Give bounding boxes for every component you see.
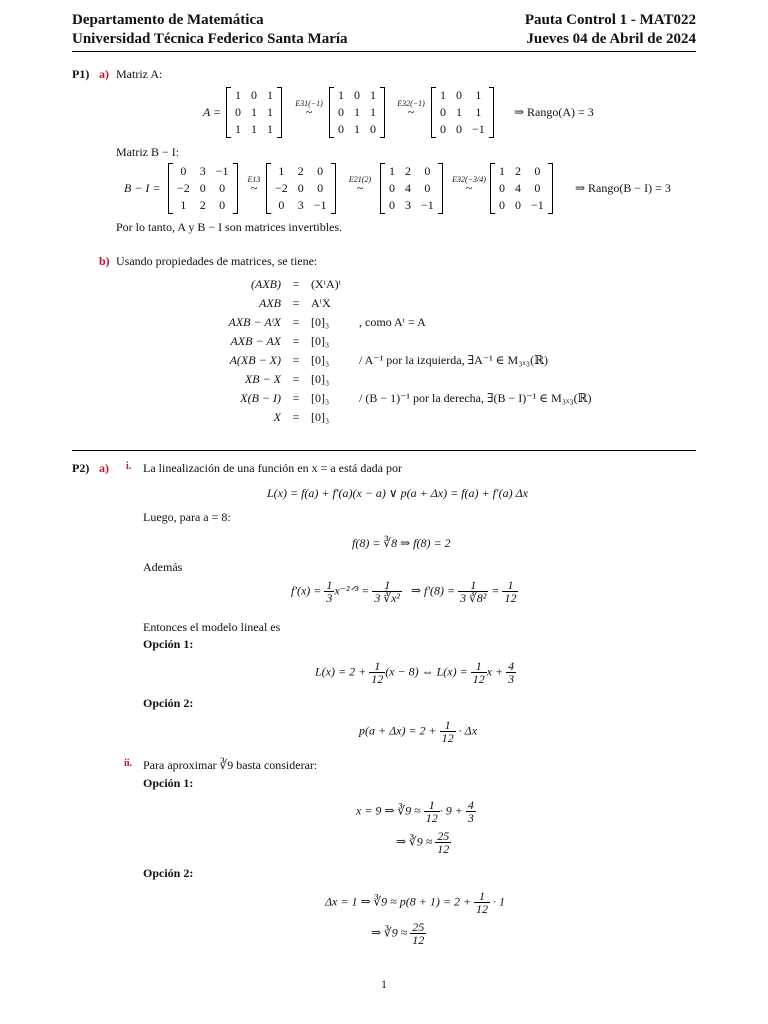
page-number: 1 <box>381 977 387 991</box>
equals-sign: = <box>292 277 300 292</box>
derivation-note: / A⁻¹ por la izquierda, ∃A⁻¹ ∈ M₃ₓ₃(ℝ) <box>359 353 549 368</box>
option1b-label: Opción 1: <box>143 776 194 790</box>
equals-sign: = <box>292 315 300 330</box>
header-dept: Departamento de Matemática <box>72 12 264 28</box>
matrix-cell: 0 <box>278 198 285 213</box>
section-rule <box>72 450 696 451</box>
header-title: Pauta Control 1 - MAT022 <box>524 12 696 28</box>
option2-label: Opción 2: <box>143 696 194 710</box>
derivation-lhs: X <box>273 410 281 425</box>
matrix-cell: 0 <box>297 181 304 196</box>
matrix-cell: 2 <box>199 198 206 213</box>
matrix-cell: −2 <box>177 181 190 196</box>
derivation-line <box>195 370 592 389</box>
equals-sign: = <box>292 296 300 311</box>
matrix-cell: 0 <box>338 122 344 137</box>
equals-sign: = <box>292 372 300 387</box>
derivation-rhs: [0]₃ <box>311 315 330 330</box>
model1-eq: L(x) = 2 + $\frac{1}{12}$ (x − 8) ⇔ L(x) = $\frac{1}{12}$ x + $\frac{4}{3}$ <box>315 659 515 686</box>
matrix-cell: 2 <box>515 164 521 179</box>
matrix-cell: 1 <box>354 122 360 137</box>
matrix-cell: 1 <box>389 164 395 179</box>
derivation-lhs: X(B − I) <box>240 391 281 406</box>
derivation-rhs: [0]₃ <box>311 334 330 349</box>
model2-eq: p(a + Δx) = 2 + $\frac{1}{12}$ · Δx <box>359 718 478 745</box>
derivative-eq: f′(x) = $\frac{1}{3}$ x⁻²ᐟ³ = $\frac{1}{\text{3 ∛x²}}$ ⇒ f′(8) = $\frac{1}{\text{3 ∛8²}}$ = $\frac{1}{12}$ <box>291 578 517 605</box>
matrix-cell: 4 <box>405 181 411 196</box>
B-text: Matriz B − I: <box>116 145 180 159</box>
derivation-note <box>359 294 592 313</box>
matrix-cell: 1 <box>251 105 257 120</box>
matrix-cell: 0 <box>389 198 395 213</box>
option1-label: Opción 1: <box>143 637 194 651</box>
derivation-note <box>359 370 592 389</box>
derivation-note <box>359 332 592 351</box>
matrix-cell: 0 <box>515 198 521 213</box>
approx1-result: ⇒ ∛9 ≈ $\frac{25}{12}$ <box>396 829 450 856</box>
matrix-cell: 0 <box>534 164 541 179</box>
matrix-cell: 0 <box>219 198 226 213</box>
matrix-cell: 0 <box>456 122 462 137</box>
matrix-B-1 <box>266 163 336 214</box>
derivation-line <box>195 351 592 370</box>
p1-b-label: b) <box>99 254 110 268</box>
p1-a-label: a) <box>99 67 109 81</box>
approx2-eq: Δx = 1 ⇒ ∛9 ≈ p(8 + 1) = 2 + $\frac{1}{12}$ · 1 <box>325 889 506 916</box>
matrix-cell: 1 <box>235 122 241 137</box>
matrix-B-0 <box>168 163 238 214</box>
ademas-text: Además <box>143 560 183 574</box>
matrix-cell: −1 <box>472 122 485 137</box>
derivation-rhs: [0]₃ <box>311 372 330 387</box>
row-op-B-1: E21(2) ~ <box>348 175 372 195</box>
derivation-lhs: AXB − AX <box>230 334 281 349</box>
approx1-eq: x = 9 ⇒ ∛9 ≈ $\frac{1}{12}$ · 9 + $\frac{4}{3}$ <box>356 798 474 825</box>
matrix-cell: 2 <box>297 164 304 179</box>
matrix-B-3 <box>490 163 553 214</box>
derivation-lhs: A(XB − X) <box>229 353 281 368</box>
matrix-cell: 0 <box>389 181 395 196</box>
equals-sign: = <box>292 391 300 406</box>
matrix-cell: −1 <box>313 198 327 213</box>
derivation-lhs: AXB <box>259 296 281 311</box>
matrix-cell: 3 <box>297 198 304 213</box>
derivation-lhs: XB − X <box>244 372 281 387</box>
derivation-line <box>195 313 592 332</box>
A-rank-result: ⇒ Rango(A) = 3 <box>514 105 594 119</box>
matrix-cell: −1 <box>531 198 544 213</box>
row-op-A-1: E32(−1) ~ <box>397 99 425 119</box>
matrix-cell: 1 <box>278 164 285 179</box>
matrix-cell: 0 <box>219 181 226 196</box>
matrix-cell: 0 <box>317 181 324 196</box>
header-univ: Universidad Técnica Federico Santa María <box>72 31 348 47</box>
derivation-line <box>195 332 592 351</box>
matrix-cell: −1 <box>421 198 434 213</box>
row-op-A-0: E31(−1) ~ <box>295 99 323 119</box>
matrix-cell: 1 <box>475 105 482 120</box>
linearization-formula: L(x) = f(a) + f′(a)(x − a) ∨ p(a + Δx) = f(a) + f′(a) Δx <box>267 486 528 500</box>
p1-label: P1) <box>72 67 90 81</box>
equals-sign: = <box>292 334 300 349</box>
matrix-cell: 0 <box>424 164 431 179</box>
p2-ii-label: ii. <box>124 758 133 769</box>
matrix-A-0 <box>226 87 282 138</box>
derivation-rhs: [0]₃ <box>311 391 330 406</box>
derivation-line <box>195 389 592 408</box>
matrix-cell: 0 <box>499 198 505 213</box>
derivation-lhs: (AXB) <box>251 277 281 292</box>
derivation-note: , como Aᵗ = A <box>359 315 426 330</box>
matrix-cell: 0 <box>456 88 462 103</box>
matrix-cell: 0 <box>440 105 446 120</box>
matrix-B-2 <box>380 163 443 214</box>
matrix-cell: 0 <box>199 181 206 196</box>
matrix-cell: 1 <box>499 164 505 179</box>
matrix-cell: 0 <box>499 181 505 196</box>
matrix-cell: 0 <box>534 181 541 196</box>
matrix-cell: 3 <box>199 164 206 179</box>
matrix-cell: 0 <box>440 122 446 137</box>
matrix-cell: 1 <box>354 105 360 120</box>
matrix-cell: 1 <box>338 88 344 103</box>
A-lhs: A = <box>203 105 222 119</box>
row-op-B-2: E32(−3/4) ~ <box>452 175 486 195</box>
B-rank-result: ⇒ Rango(B − I) = 3 <box>575 181 671 195</box>
header-date: Jueves 04 de Abril de 2024 <box>526 31 696 47</box>
p1-b-text: Usando propiedades de matrices, se tiene: <box>116 254 318 268</box>
matrix-cell: 1 <box>235 88 241 103</box>
derivation-line <box>195 294 592 313</box>
p2-i-text: La linealización de una función en x = a está dada por <box>143 461 402 475</box>
matrix-cell: −2 <box>275 181 288 196</box>
matrix-cell: 1 <box>440 88 446 103</box>
matrix-cell: 0 <box>424 181 431 196</box>
matrix-cell: 1 <box>370 105 376 120</box>
derivation-line <box>195 275 592 294</box>
derivation-lhs: AXB − AᵗX <box>228 315 281 330</box>
matrix-cell: 0 <box>338 105 344 120</box>
derivation-rhs: AᵗX <box>311 296 331 311</box>
equals-sign: = <box>292 410 300 425</box>
derivation-rhs: [0]₃ <box>311 410 330 425</box>
matrix-cell: 3 <box>405 198 411 213</box>
derivation-rhs: [0]₃ <box>311 353 330 368</box>
matrix-cell: 1 <box>267 122 273 137</box>
matrix-A-2 <box>431 87 494 138</box>
derivation-note: / (B − 1)⁻¹ por la derecha, ∃(B − I)⁻¹ ∈ M₃ₓ₃(ℝ) <box>359 391 592 406</box>
derivation-line <box>195 408 592 427</box>
p2-i-label: i. <box>126 461 132 472</box>
matrix-A-1 <box>329 87 385 138</box>
matrix-cell: 4 <box>515 181 521 196</box>
f8-eq: f(8) = ∛8 ⇒ f(8) = 2 <box>352 536 451 550</box>
p2-label: P2) <box>72 461 90 475</box>
header-rule <box>72 51 696 52</box>
matrix-cell: 1 <box>456 105 462 120</box>
p2-a-label: a) <box>99 461 109 475</box>
p1-a-text: Matriz A: <box>116 67 163 81</box>
matrix-cell: 0 <box>370 122 376 137</box>
matrix-cell: 0 <box>317 164 324 179</box>
luego-text: Luego, para a = 8: <box>143 510 231 524</box>
matrix-cell: 1 <box>267 88 273 103</box>
matrix-cell: 0 <box>180 164 187 179</box>
row-op-B-0: E13 ~ <box>247 175 261 195</box>
matrix-cell: 1 <box>370 88 376 103</box>
matrix-cell: −1 <box>215 164 229 179</box>
B-lhs: B − I = <box>124 181 161 195</box>
p2-ii-text: Para aproximar ∛9 basta considerar: <box>143 758 318 772</box>
matrix-cell: 0 <box>235 105 241 120</box>
derivation-note <box>359 275 592 294</box>
approx2-result: ⇒ ∛9 ≈ $\frac{25}{12}$ <box>371 920 425 947</box>
matrix-cell: 1 <box>267 105 273 120</box>
matrix-cell: 2 <box>405 164 411 179</box>
matrix-cell: 0 <box>251 88 257 103</box>
matrix-cell: 1 <box>251 122 257 137</box>
matrix-cell: 0 <box>354 88 360 103</box>
entonces-text: Entonces el modelo lineal es <box>143 620 281 634</box>
equals-sign: = <box>292 353 300 368</box>
matrix-cell: 1 <box>475 88 482 103</box>
derivation-note <box>359 408 592 427</box>
p1-a-conclusion: Por lo tanto, A y B − I son matrices invertibles. <box>116 220 343 234</box>
p1-b-derivation <box>195 275 592 427</box>
derivation-rhs: (XᵗA)ᵗ <box>311 277 341 292</box>
matrix-cell: 1 <box>180 198 187 213</box>
option2b-label: Opción 2: <box>143 866 194 880</box>
